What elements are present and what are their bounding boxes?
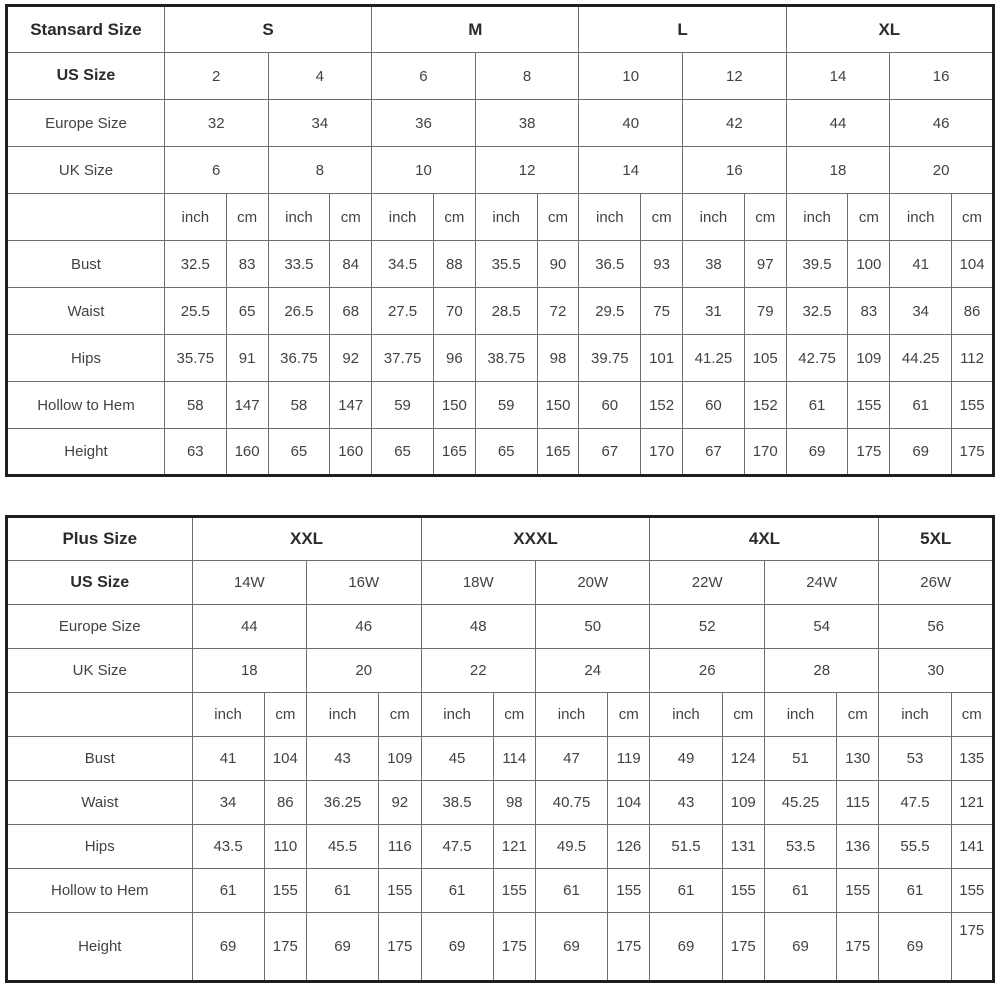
- measurement-value: 61: [786, 382, 848, 429]
- unit-header: inch: [890, 194, 952, 241]
- measurement-row: [7, 288, 994, 335]
- measurement-value: 175: [848, 429, 890, 476]
- measurement-value: 37.75: [372, 335, 434, 382]
- size-value: 28: [764, 649, 878, 693]
- measurement-value: 69: [192, 913, 264, 982]
- measurement-value: 155: [722, 869, 764, 913]
- measurement-value: 61: [192, 869, 264, 913]
- measurement-value: 155: [493, 869, 535, 913]
- measurement-value: 119: [608, 737, 650, 781]
- measurement-value: 141: [951, 825, 994, 869]
- measurement-value: 121: [951, 781, 994, 825]
- measurement-value: 155: [608, 869, 650, 913]
- row-label: Waist: [7, 781, 193, 825]
- unit-header: inch: [307, 693, 379, 737]
- measurement-value: 49: [650, 737, 722, 781]
- measurement-value: 69: [786, 429, 848, 476]
- unit-header: cm: [744, 194, 786, 241]
- measurement-value: 35.75: [164, 335, 226, 382]
- measurement-value: 61: [307, 869, 379, 913]
- row-label: Europe Size: [7, 100, 165, 147]
- row-label: UK Size: [7, 649, 193, 693]
- measurement-row: [7, 241, 994, 288]
- measurement-value: 165: [537, 429, 579, 476]
- size-value: 6: [372, 53, 476, 100]
- measurement-value: 36.25: [307, 781, 379, 825]
- row-label: Bust: [7, 241, 165, 288]
- measurement-value: 114: [493, 737, 535, 781]
- row-label: Bust: [7, 737, 193, 781]
- size-group-header: S: [164, 6, 371, 53]
- measurement-value: 124: [722, 737, 764, 781]
- size-value: 56: [879, 605, 994, 649]
- size-value: 52: [650, 605, 764, 649]
- measurement-value: 61: [421, 869, 493, 913]
- size-value: 44: [786, 100, 890, 147]
- measurement-value: 45.5: [307, 825, 379, 869]
- measurement-value: 58: [268, 382, 330, 429]
- measurement-value: 126: [608, 825, 650, 869]
- measurement-value: 36.5: [579, 241, 641, 288]
- measurement-value: 175: [837, 913, 879, 982]
- standard-size-table: [5, 4, 995, 477]
- size-value: 20: [307, 649, 421, 693]
- measurement-value: 55.5: [879, 825, 951, 869]
- measurement-value: 112: [952, 335, 994, 382]
- conversion-row: [7, 53, 994, 100]
- measurement-value: 175: [608, 913, 650, 982]
- unit-header: cm: [952, 194, 994, 241]
- measurement-value: 116: [379, 825, 421, 869]
- row-label: Height: [7, 429, 165, 476]
- size-value: 16: [683, 147, 787, 194]
- measurement-value: 45: [421, 737, 493, 781]
- measurement-value: 47.5: [421, 825, 493, 869]
- measurement-value: 83: [848, 288, 890, 335]
- row-label: US Size: [7, 53, 165, 100]
- size-group-header: 5XL: [879, 517, 994, 561]
- unit-row: [7, 194, 994, 241]
- measurement-value: 43.5: [192, 825, 264, 869]
- size-value: 30: [879, 649, 994, 693]
- size-value: 26W: [879, 561, 994, 605]
- unit-header: cm: [433, 194, 475, 241]
- size-value: 44: [192, 605, 306, 649]
- measurement-value: 100: [848, 241, 890, 288]
- measurement-value: 150: [433, 382, 475, 429]
- row-label: Hips: [7, 825, 193, 869]
- measurement-value: 42.75: [786, 335, 848, 382]
- size-value: 34: [268, 100, 372, 147]
- measurement-value: 155: [264, 869, 306, 913]
- measurement-value: 60: [579, 382, 641, 429]
- measurement-value: 135: [951, 737, 994, 781]
- measurement-value: 72: [537, 288, 579, 335]
- conversion-row: [7, 605, 994, 649]
- measurement-row: [7, 781, 994, 825]
- measurement-value: 69: [536, 913, 608, 982]
- table-title: Stansard Size: [7, 6, 165, 53]
- measurement-value: 61: [890, 382, 952, 429]
- size-value: 4: [268, 53, 372, 100]
- measurement-value: 160: [226, 429, 268, 476]
- measurement-value: 34: [890, 288, 952, 335]
- row-label: Hips: [7, 335, 165, 382]
- measurement-value: 70: [433, 288, 475, 335]
- measurement-value: 104: [608, 781, 650, 825]
- row-label: Height: [7, 913, 193, 982]
- table-title: Plus Size: [7, 517, 193, 561]
- size-value: 32: [164, 100, 268, 147]
- measurement-value: 41.25: [683, 335, 745, 382]
- size-value: 54: [764, 605, 878, 649]
- size-value: 10: [372, 147, 476, 194]
- measurement-value: 27.5: [372, 288, 434, 335]
- measurement-value: 90: [537, 241, 579, 288]
- measurement-value: 97: [744, 241, 786, 288]
- unit-header: inch: [421, 693, 493, 737]
- measurement-value: 67: [579, 429, 641, 476]
- measurement-value: 101: [641, 335, 683, 382]
- measurement-value: 49.5: [536, 825, 608, 869]
- measurement-value: 92: [330, 335, 372, 382]
- measurement-value: 28.5: [475, 288, 537, 335]
- size-value: 14W: [192, 561, 306, 605]
- measurement-value: 110: [264, 825, 306, 869]
- size-group-header: 4XL: [650, 517, 879, 561]
- measurement-row: [7, 825, 994, 869]
- measurement-row: [7, 335, 994, 382]
- unit-header: inch: [164, 194, 226, 241]
- measurement-value: 32.5: [164, 241, 226, 288]
- row-label: Waist: [7, 288, 165, 335]
- conversion-row: [7, 649, 994, 693]
- measurement-row: [7, 737, 994, 781]
- measurement-value: 165: [433, 429, 475, 476]
- size-value: 38: [475, 100, 579, 147]
- corner-cell: [7, 693, 193, 737]
- unit-header: inch: [372, 194, 434, 241]
- size-value: 18: [192, 649, 306, 693]
- size-group-header: L: [579, 6, 786, 53]
- unit-header: cm: [641, 194, 683, 241]
- measurement-value: 136: [837, 825, 879, 869]
- measurement-value: 25.5: [164, 288, 226, 335]
- measurement-row: [7, 382, 994, 429]
- unit-header: cm: [848, 194, 890, 241]
- measurement-value: 34.5: [372, 241, 434, 288]
- size-value: 16W: [307, 561, 421, 605]
- unit-header: cm: [226, 194, 268, 241]
- measurement-value: 69: [764, 913, 836, 982]
- measurement-value: 109: [722, 781, 764, 825]
- measurement-value: 35.5: [475, 241, 537, 288]
- measurement-value: 34: [192, 781, 264, 825]
- row-label: Hollow to Hem: [7, 869, 193, 913]
- measurement-value: 104: [264, 737, 306, 781]
- measurement-value: 175: [952, 429, 994, 476]
- measurement-value: 152: [744, 382, 786, 429]
- measurement-value: 51: [764, 737, 836, 781]
- measurement-value: 47.5: [879, 781, 951, 825]
- measurement-value: 98: [493, 781, 535, 825]
- measurement-value: 170: [641, 429, 683, 476]
- measurement-value: 65: [268, 429, 330, 476]
- measurement-value: 33.5: [268, 241, 330, 288]
- measurement-value: 68: [330, 288, 372, 335]
- size-value: 10: [579, 53, 683, 100]
- measurement-value: 53: [879, 737, 951, 781]
- size-chart: [5, 4, 995, 983]
- measurement-value: 75: [641, 288, 683, 335]
- measurement-value: 59: [475, 382, 537, 429]
- measurement-value: 92: [379, 781, 421, 825]
- size-value: 14: [786, 53, 890, 100]
- size-value: 24W: [764, 561, 878, 605]
- corner-cell: [7, 194, 165, 241]
- measurement-value: 61: [650, 869, 722, 913]
- measurement-value: 45.25: [764, 781, 836, 825]
- measurement-value: 32.5: [786, 288, 848, 335]
- unit-header: inch: [786, 194, 848, 241]
- measurement-value: 175: [493, 913, 535, 982]
- measurement-value: 61: [536, 869, 608, 913]
- measurement-value: 155: [848, 382, 890, 429]
- size-value: 46: [307, 605, 421, 649]
- measurement-value: 86: [264, 781, 306, 825]
- measurement-value: 155: [952, 382, 994, 429]
- measurement-value: 38.5: [421, 781, 493, 825]
- row-label: Hollow to Hem: [7, 382, 165, 429]
- measurement-value: 44.25: [890, 335, 952, 382]
- measurement-row: [7, 869, 994, 913]
- measurement-value: 31: [683, 288, 745, 335]
- size-value: 50: [536, 605, 650, 649]
- size-value: 6: [164, 147, 268, 194]
- measurement-value: 91: [226, 335, 268, 382]
- row-label: Europe Size: [7, 605, 193, 649]
- size-value: 22: [421, 649, 535, 693]
- measurement-value: 43: [307, 737, 379, 781]
- measurement-value: 175: [951, 913, 994, 982]
- unit-header: inch: [764, 693, 836, 737]
- unit-header: cm: [608, 693, 650, 737]
- measurement-value: 150: [537, 382, 579, 429]
- measurement-value: 175: [264, 913, 306, 982]
- measurement-value: 109: [848, 335, 890, 382]
- size-value: 24: [536, 649, 650, 693]
- size-value: 20: [890, 147, 994, 194]
- measurement-value: 170: [744, 429, 786, 476]
- measurement-value: 147: [330, 382, 372, 429]
- unit-header: inch: [536, 693, 608, 737]
- measurement-value: 65: [226, 288, 268, 335]
- measurement-value: 69: [307, 913, 379, 982]
- size-value: 12: [475, 147, 579, 194]
- measurement-value: 43: [650, 781, 722, 825]
- measurement-value: 86: [952, 288, 994, 335]
- measurement-value: 69: [879, 913, 951, 982]
- measurement-value: 29.5: [579, 288, 641, 335]
- size-value: 18: [786, 147, 890, 194]
- measurement-value: 65: [372, 429, 434, 476]
- measurement-row: [7, 429, 994, 476]
- unit-header: inch: [879, 693, 951, 737]
- unit-header: cm: [330, 194, 372, 241]
- measurement-value: 69: [421, 913, 493, 982]
- size-value: 20W: [536, 561, 650, 605]
- measurement-value: 47: [536, 737, 608, 781]
- measurement-value: 65: [475, 429, 537, 476]
- size-value: 36: [372, 100, 476, 147]
- measurement-value: 84: [330, 241, 372, 288]
- size-value: 8: [475, 53, 579, 100]
- unit-header: inch: [650, 693, 722, 737]
- size-value: 16: [890, 53, 994, 100]
- size-value: 2: [164, 53, 268, 100]
- measurement-value: 38.75: [475, 335, 537, 382]
- size-value: 46: [890, 100, 994, 147]
- size-value: 22W: [650, 561, 764, 605]
- measurement-value: 61: [879, 869, 951, 913]
- size-value: 14: [579, 147, 683, 194]
- conversion-row: [7, 147, 994, 194]
- measurement-value: 131: [722, 825, 764, 869]
- conversion-row: [7, 100, 994, 147]
- measurement-value: 53.5: [764, 825, 836, 869]
- unit-header: inch: [683, 194, 745, 241]
- measurement-value: 160: [330, 429, 372, 476]
- measurement-value: 58: [164, 382, 226, 429]
- measurement-value: 59: [372, 382, 434, 429]
- measurement-value: 69: [890, 429, 952, 476]
- unit-header: inch: [475, 194, 537, 241]
- measurement-value: 121: [493, 825, 535, 869]
- measurement-row: [7, 913, 994, 982]
- size-value: 12: [683, 53, 787, 100]
- measurement-value: 41: [192, 737, 264, 781]
- measurement-value: 155: [379, 869, 421, 913]
- measurement-value: 155: [951, 869, 994, 913]
- unit-header: inch: [268, 194, 330, 241]
- row-label: US Size: [7, 561, 193, 605]
- measurement-value: 61: [764, 869, 836, 913]
- measurement-value: 105: [744, 335, 786, 382]
- size-group-header: M: [372, 6, 579, 53]
- size-value: 8: [268, 147, 372, 194]
- size-group-header: XXL: [192, 517, 421, 561]
- measurement-value: 109: [379, 737, 421, 781]
- measurement-value: 39.5: [786, 241, 848, 288]
- measurement-value: 147: [226, 382, 268, 429]
- measurement-value: 175: [379, 913, 421, 982]
- unit-header: cm: [951, 693, 994, 737]
- measurement-value: 130: [837, 737, 879, 781]
- unit-header: cm: [493, 693, 535, 737]
- measurement-value: 96: [433, 335, 475, 382]
- unit-header: inch: [192, 693, 264, 737]
- measurement-value: 152: [641, 382, 683, 429]
- size-group-row: [7, 6, 994, 53]
- unit-header: cm: [379, 693, 421, 737]
- unit-header: cm: [837, 693, 879, 737]
- measurement-value: 67: [683, 429, 745, 476]
- size-group-header: XL: [786, 6, 993, 53]
- row-label: UK Size: [7, 147, 165, 194]
- measurement-value: 175: [722, 913, 764, 982]
- measurement-value: 115: [837, 781, 879, 825]
- measurement-value: 155: [837, 869, 879, 913]
- measurement-value: 39.75: [579, 335, 641, 382]
- size-value: 40: [579, 100, 683, 147]
- measurement-value: 26.5: [268, 288, 330, 335]
- unit-row: [7, 693, 994, 737]
- unit-header: cm: [264, 693, 306, 737]
- measurement-value: 79: [744, 288, 786, 335]
- unit-header: inch: [579, 194, 641, 241]
- measurement-value: 88: [433, 241, 475, 288]
- size-value: 42: [683, 100, 787, 147]
- unit-header: cm: [537, 194, 579, 241]
- measurement-value: 98: [537, 335, 579, 382]
- measurement-value: 60: [683, 382, 745, 429]
- plus-size-table: [5, 515, 995, 983]
- measurement-value: 83: [226, 241, 268, 288]
- measurement-value: 40.75: [536, 781, 608, 825]
- size-group-header: XXXL: [421, 517, 650, 561]
- measurement-value: 63: [164, 429, 226, 476]
- measurement-value: 41: [890, 241, 952, 288]
- measurement-value: 104: [952, 241, 994, 288]
- unit-header: cm: [722, 693, 764, 737]
- size-value: 26: [650, 649, 764, 693]
- size-value: 48: [421, 605, 535, 649]
- conversion-row: [7, 561, 994, 605]
- measurement-value: 93: [641, 241, 683, 288]
- measurement-value: 38: [683, 241, 745, 288]
- size-value: 18W: [421, 561, 535, 605]
- measurement-value: 51.5: [650, 825, 722, 869]
- size-group-row: [7, 517, 994, 561]
- measurement-value: 36.75: [268, 335, 330, 382]
- measurement-value: 69: [650, 913, 722, 982]
